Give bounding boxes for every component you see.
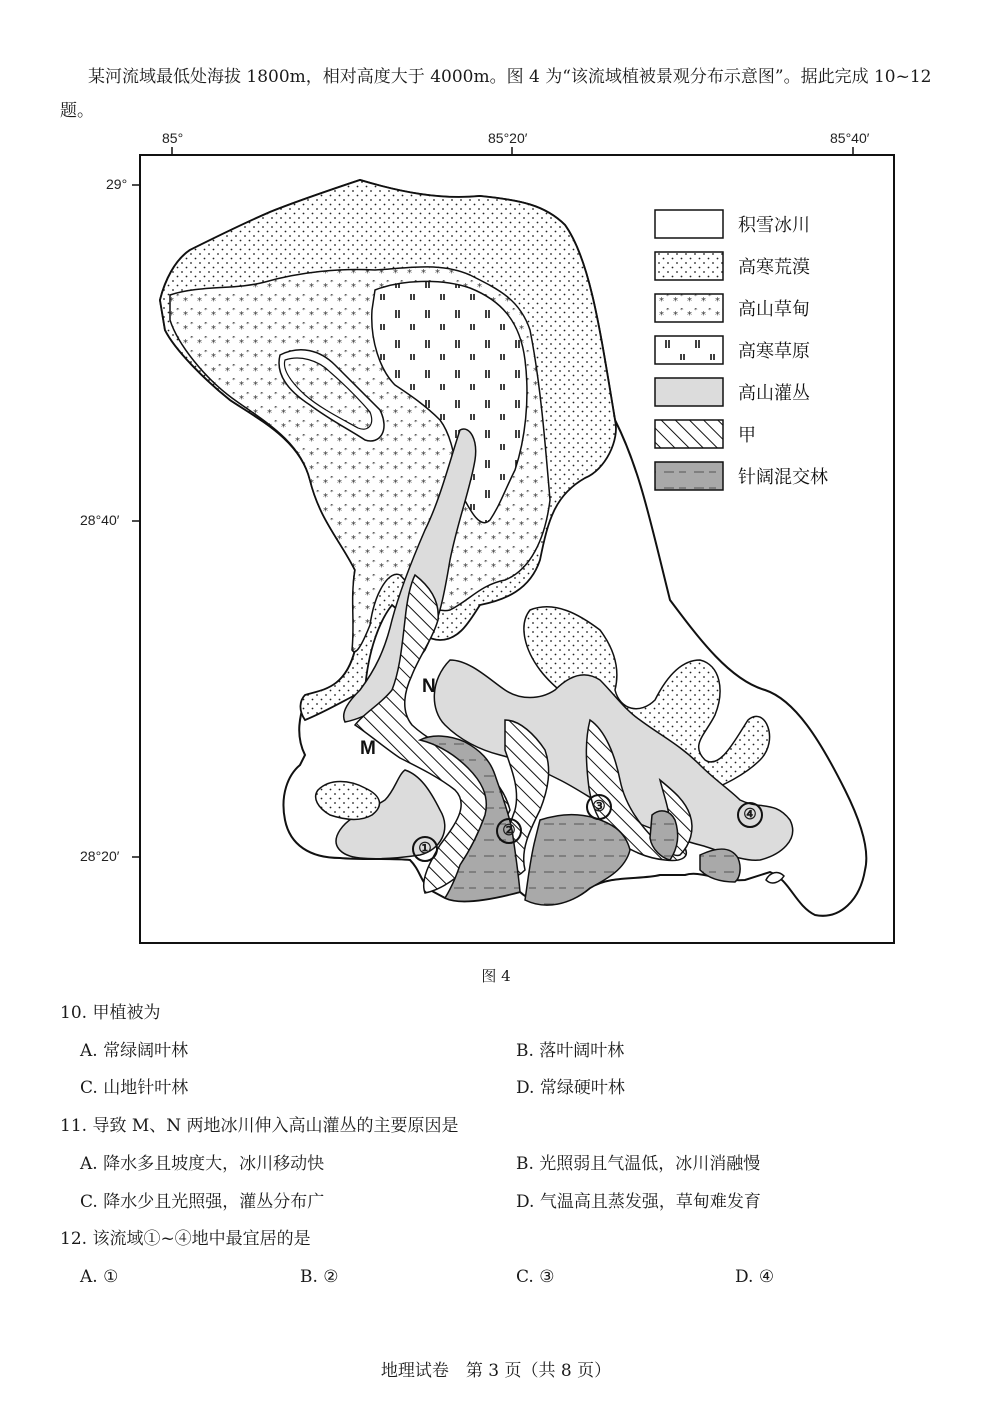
question-11-option-b: B. 光照弱且气温低，冰川消融慢	[516, 1154, 761, 1174]
legend-label-desert: 高寒荒漠	[738, 257, 810, 278]
legend-swatch-hatch	[655, 420, 723, 448]
legend-label-steppe: 高寒草原	[738, 341, 810, 362]
legend-swatches	[655, 210, 723, 490]
legend-swatch-meadow	[655, 294, 723, 322]
lat-tick-label: 28°40′	[80, 512, 120, 528]
legend-label-mixed: 针阔混交林	[738, 467, 828, 488]
page-footer: 地理试卷 第 3 页（共 8 页）	[380, 1361, 612, 1381]
site-marker-4: ④	[737, 802, 763, 828]
site-marker-3: ③	[586, 794, 612, 820]
question-10-stem: 10. 甲植被为	[60, 1003, 161, 1023]
question-12-option-c: C. ③	[516, 1267, 555, 1287]
point-label-m: M	[360, 738, 376, 759]
site-marker-1: ①	[412, 836, 438, 862]
intro-paragraph: 某河流域最低处海拔 1800m，相对高度大于 4000m。图 4 为“该流域植被景观分布示意图”。据此完成 10~12 题。	[60, 67, 932, 121]
legend-swatch-steppe	[655, 336, 723, 364]
question-11-option-a: A. 降水多且坡度大，冰川移动快	[80, 1154, 325, 1174]
legend-label-shrub: 高山灌丛	[738, 383, 810, 404]
lat-tick-label: 28°20′	[80, 848, 120, 864]
question-10-option-c: C. 山地针叶林	[80, 1078, 189, 1098]
question-11-option-c: C. 降水少且光照强，灌丛分布广	[80, 1192, 325, 1212]
question-10-option-b: B. 落叶阔叶林	[516, 1041, 625, 1061]
lat-tick-label: 29°	[106, 176, 128, 192]
lon-tick-label: 85°20′	[488, 130, 528, 146]
legend-label-hatch: 甲	[738, 425, 756, 446]
question-11-stem: 11. 导致 M、N 两地冰川伸入高山灌丛的主要原因是	[60, 1116, 459, 1136]
question-11-option-d: D. 气温高且蒸发强，草甸难发育	[516, 1192, 761, 1212]
legend-swatch-shrub	[655, 378, 723, 406]
question-10-option-d: D. 常绿硬叶林	[516, 1078, 625, 1098]
lon-tick-label: 85°	[162, 130, 184, 146]
question-12-option-a: A. ①	[80, 1267, 119, 1287]
lon-tick-label: 85°40′	[830, 130, 870, 146]
question-12-option-b: B. ②	[300, 1267, 339, 1287]
legend-label-meadow: 高山草甸	[738, 299, 810, 320]
question-10-option-a: A. 常绿阔叶林	[80, 1041, 189, 1061]
question-12-option-d: D. ④	[735, 1267, 775, 1287]
legend-swatch-desert	[655, 252, 723, 280]
figure-caption: 图 4	[481, 967, 511, 985]
point-label-n: N	[422, 676, 436, 697]
legend-label-glacier: 积雪冰川	[738, 215, 810, 236]
site-marker-2: ②	[496, 818, 522, 844]
legend-swatch-mixed	[655, 462, 723, 490]
legend-swatch-glacier	[655, 210, 723, 238]
question-12-stem: 12. 该流域①~④地中最宜居的是	[60, 1229, 311, 1249]
